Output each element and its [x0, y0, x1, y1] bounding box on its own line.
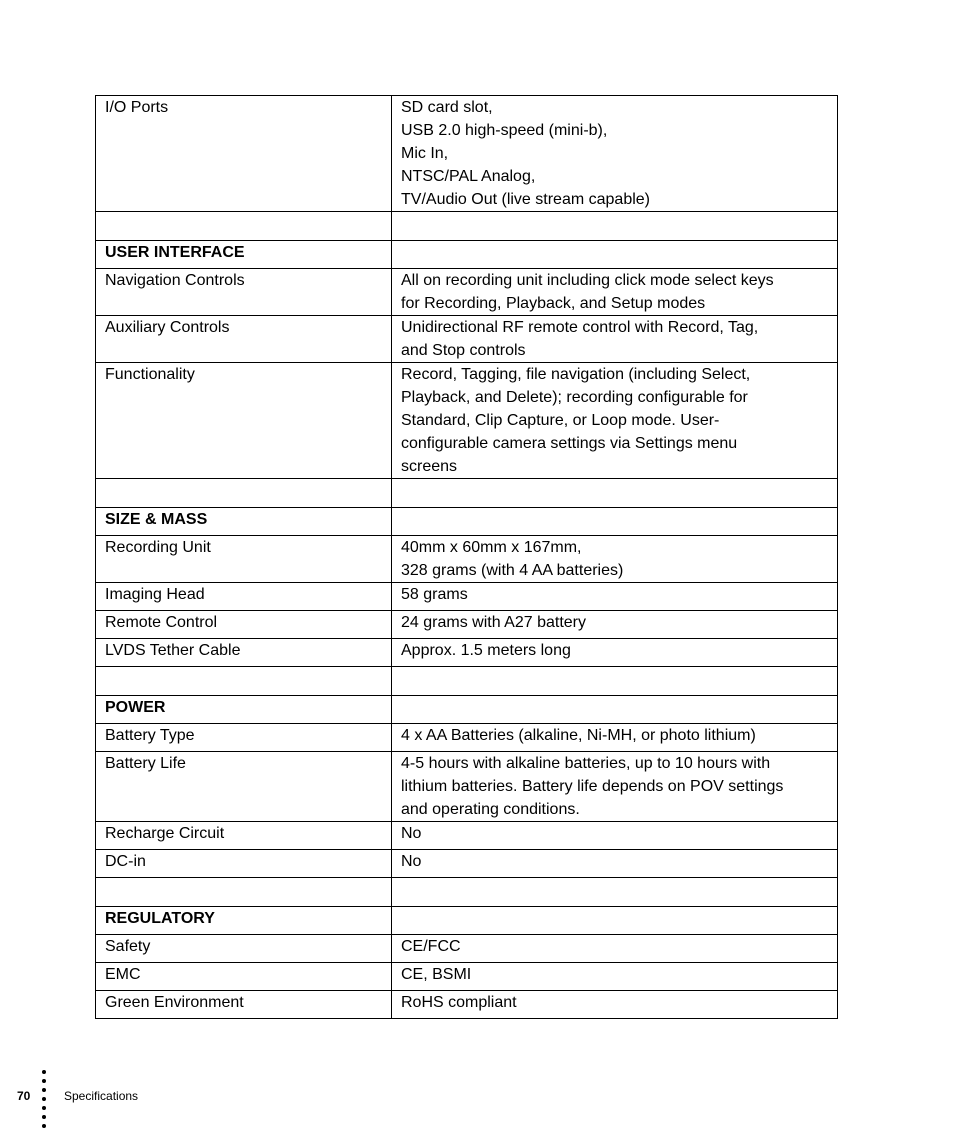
spec-row-dc-in — [96, 850, 838, 878]
spec-value — [392, 822, 838, 850]
spec-value — [392, 269, 838, 316]
page-number: 70 — [17, 1089, 31, 1103]
section-header-empty-cell — [392, 241, 838, 269]
spec-value-line: Record, Tagging, file navigation (including Select, — [401, 366, 751, 383]
specifications-table — [95, 95, 838, 1019]
spacer-cell — [392, 878, 838, 907]
section-header-row-size-mass — [96, 508, 838, 536]
spec-value-line: Standard, Clip Capture, or Loop mode. User- — [401, 412, 720, 429]
section-header-empty-cell — [392, 696, 838, 724]
spec-label: Functionality — [96, 363, 392, 479]
specifications-table-body — [96, 96, 838, 1019]
spec-value — [392, 96, 838, 212]
footer-section-label: Specifications — [64, 1089, 139, 1103]
spec-value — [392, 991, 838, 1019]
spec-value — [392, 963, 838, 991]
section-header-row-power — [96, 696, 838, 724]
spec-row-lvds-tether-cable — [96, 639, 838, 667]
spec-value-line: SD card slot, — [401, 99, 493, 116]
section-header-row-regulatory — [96, 907, 838, 935]
spec-value-line: Playback, and Delete); recording configurable for — [401, 389, 748, 406]
spec-row-navigation-controls — [96, 269, 838, 316]
spec-value-line: for Recording, Playback, and Setup modes — [401, 295, 706, 312]
spec-row-recharge-circuit — [96, 822, 838, 850]
spec-value-line: USB 2.0 high-speed (mini-b), — [401, 122, 608, 139]
spec-label: LVDS Tether Cable — [96, 639, 392, 667]
spec-value — [392, 363, 838, 479]
section-header: SIZE & MASS — [96, 508, 392, 536]
spacer-cell — [96, 212, 392, 241]
spec-label: I/O Ports — [96, 96, 392, 212]
spec-row-functionality — [96, 363, 838, 479]
spec-value — [392, 536, 838, 583]
spec-value-line: CE, BSMI — [401, 966, 472, 983]
spacer-cell — [392, 212, 838, 241]
spec-value-line: CE/FCC — [401, 938, 461, 955]
spec-value-line: No — [401, 825, 422, 842]
spec-label: Battery Type — [96, 724, 392, 752]
spec-value — [392, 316, 838, 363]
spec-value — [392, 935, 838, 963]
spec-value-line: lithium batteries. Battery life depends on POV settings — [401, 778, 784, 795]
spec-value — [392, 583, 838, 611]
spec-value-line: 4-5 hours with alkaline batteries, up to 10 hours with — [401, 755, 771, 772]
spec-value — [392, 850, 838, 878]
spec-label: Recharge Circuit — [96, 822, 392, 850]
spec-value — [392, 639, 838, 667]
spec-value-line: screens — [401, 458, 458, 475]
spec-row-i-o-ports — [96, 96, 838, 212]
spec-value-line: Unidirectional RF remote control with Record, Tag, — [401, 319, 759, 336]
spec-label: Battery Life — [96, 752, 392, 822]
spec-value — [392, 752, 838, 822]
spec-value-line: configurable camera settings via Settings menu — [401, 435, 738, 452]
spec-value-line: 4 x AA Batteries (alkaline, Ni-MH, or photo lithium) — [401, 727, 756, 744]
spec-row-battery-type — [96, 724, 838, 752]
section-header: POWER — [96, 696, 392, 724]
spec-value-line: RoHS compliant — [401, 994, 517, 1011]
spec-value-line: No — [401, 853, 422, 870]
spec-row-battery-life — [96, 752, 838, 822]
spec-label: EMC — [96, 963, 392, 991]
spacer-cell — [392, 479, 838, 508]
spec-label: Safety — [96, 935, 392, 963]
spacer-cell — [392, 667, 838, 696]
spec-value-line: 328 grams (with 4 AA batteries) — [401, 562, 624, 579]
spec-value-line: NTSC/PAL Analog, — [401, 168, 536, 185]
spacer-cell — [96, 667, 392, 696]
spec-value-line: Approx. 1.5 meters long — [401, 642, 571, 659]
spec-row-imaging-head — [96, 583, 838, 611]
section-header-row-user-interface — [96, 241, 838, 269]
spec-row-safety — [96, 935, 838, 963]
spec-label: Recording Unit — [96, 536, 392, 583]
section-header-empty-cell — [392, 907, 838, 935]
spec-value-line: and Stop controls — [401, 342, 526, 359]
spec-row-emc — [96, 963, 838, 991]
spec-label: Imaging Head — [96, 583, 392, 611]
spec-label: Green Environment — [96, 991, 392, 1019]
spec-row-remote-control — [96, 611, 838, 639]
section-header: USER INTERFACE — [96, 241, 392, 269]
spacer-row — [96, 212, 838, 241]
spec-value-line: 40mm x 60mm x 167mm, — [401, 539, 582, 556]
spec-label: Remote Control — [96, 611, 392, 639]
spec-value-line: 24 grams with A27 battery — [401, 614, 586, 631]
section-header: REGULATORY — [96, 907, 392, 935]
spec-value-line: 58 grams — [401, 586, 468, 603]
spec-row-auxiliary-controls — [96, 316, 838, 363]
spec-label: Auxiliary Controls — [96, 316, 392, 363]
spacer-cell — [96, 479, 392, 508]
section-header-empty-cell — [392, 508, 838, 536]
spacer-row — [96, 479, 838, 508]
spec-row-recording-unit — [96, 536, 838, 583]
spec-value-line: All on recording unit including click mode select keys — [401, 272, 774, 289]
spec-label: DC-in — [96, 850, 392, 878]
spec-value — [392, 724, 838, 752]
spec-value-line: TV/Audio Out (live stream capable) — [401, 191, 650, 208]
spec-value-line: Mic In, — [401, 145, 449, 162]
footer-dots-decoration — [42, 1070, 48, 1133]
spec-value — [392, 611, 838, 639]
spec-row-green-environment — [96, 991, 838, 1019]
spacer-cell — [96, 878, 392, 907]
spacer-row — [96, 878, 838, 907]
spec-value-line: and operating conditions. — [401, 801, 580, 818]
spec-label: Navigation Controls — [96, 269, 392, 316]
spacer-row — [96, 667, 838, 696]
